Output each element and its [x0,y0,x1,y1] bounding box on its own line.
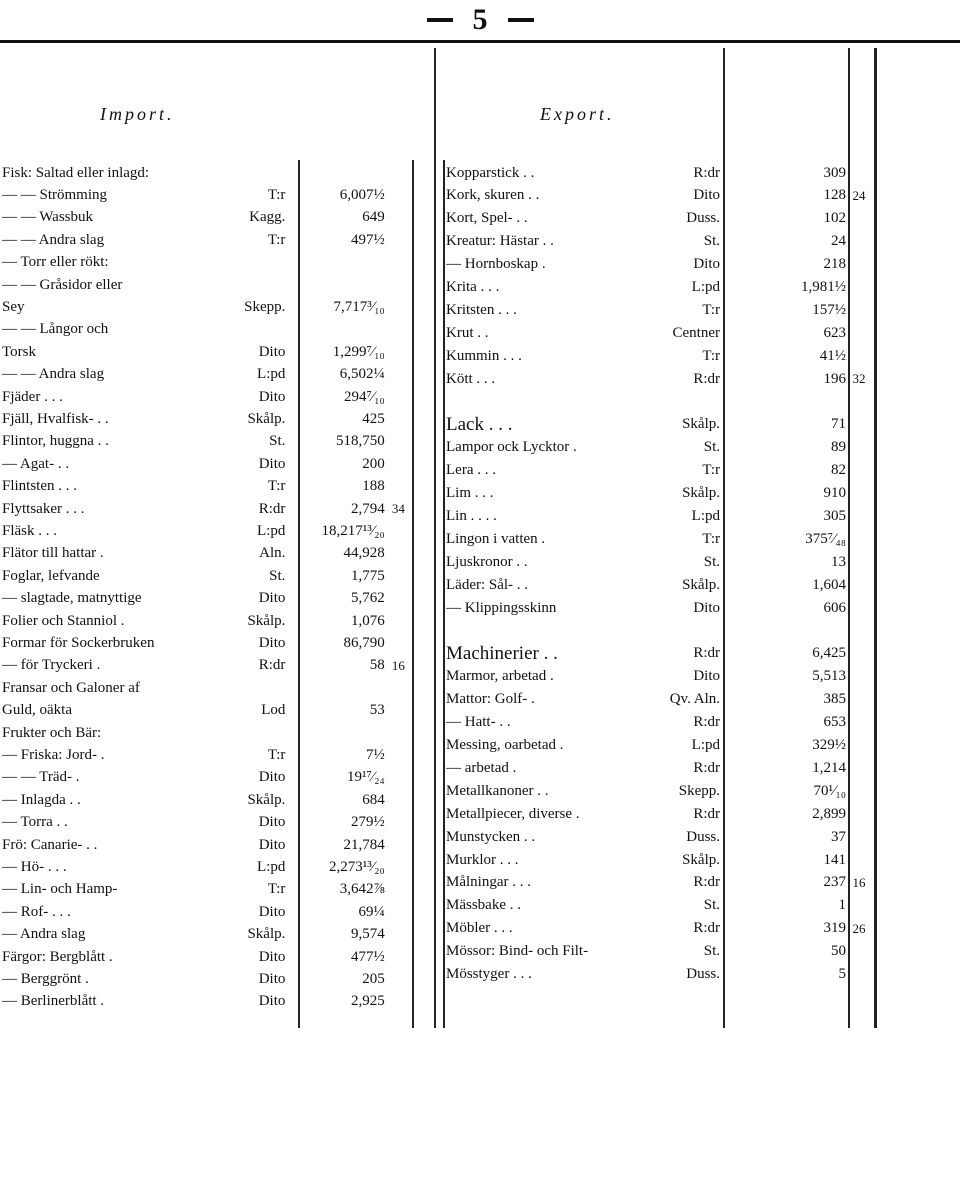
import-row [2,207,412,229]
export-description: Krita . . . [446,279,500,295]
import-description: — Agat- . . [2,455,70,472]
export-row [446,437,876,459]
export-unit: St. [703,943,720,960]
export-row [446,460,876,482]
import-heading: Import. [100,104,175,124]
export-unit: L:pd [691,737,720,753]
import-description: — Hö- . . . [2,858,67,875]
export-row [446,918,876,940]
import-description: Guld, oäkta [2,702,72,719]
export-unit: R:dr [693,920,720,937]
export-row [446,299,876,321]
import-value: 69¼ [358,903,385,920]
import-unit: Lod [261,702,286,719]
export-value: 13 [831,553,846,570]
export-row [446,666,876,688]
export-row [446,643,876,665]
export-unit: St. [703,233,720,250]
import-description: — — Andra slag [2,231,105,248]
import-unit: Aln. [259,545,286,562]
export-row [446,506,876,528]
export-unit: Dito [693,256,720,273]
import-row [2,364,412,386]
export-row [446,872,876,894]
import-value: 200 [362,455,385,472]
export-unit: R:dr [693,714,720,731]
import-unit: T:r [267,478,286,495]
import-value: 1,775 [351,567,385,584]
import-value: 7,717³⁄₁₀ [333,298,385,315]
import-description: — — Gråsidor eller [2,276,123,293]
import-description: Flintor, huggna . . [2,433,109,450]
import-unit: Dito [258,903,286,920]
import-value: 477½ [351,948,385,965]
export-description: Metallkanoner . . [446,782,549,799]
import-row [2,431,412,453]
export-unit: R:dr [693,370,720,387]
import-unit: Dito [258,590,286,607]
import-unit: L:pd [257,366,286,383]
export-description: Lack . . . [446,413,513,435]
export-description: Kött . . . [446,370,496,387]
export-unit: St. [703,897,720,914]
import-value: 684 [362,791,385,808]
import-value: 188 [362,478,385,495]
import-unit: Skålp. [247,926,286,943]
import-row [2,453,412,475]
export-value: 623 [823,324,846,341]
export-description: Mösstyger . . . [446,966,532,982]
import-value: 497½ [351,231,385,248]
export-row [446,895,876,917]
export-row [446,528,876,550]
import-description: — Rof- . . . [2,903,71,920]
import-description: — Friska: Jord- . [2,746,105,763]
export-description: Marmor, arbetad . [446,668,554,685]
import-description: Fjäder . . . [2,388,63,405]
import-row [2,229,412,251]
import-row [2,408,412,430]
import-row [2,520,412,542]
export-row [446,597,876,619]
export-value: 910 [823,485,846,502]
import-row [2,565,412,587]
export-value: 2,899 [812,805,846,822]
export-value: 71 [831,416,846,433]
import-unit: R:dr [258,500,286,517]
export-description: Lera . . . [446,462,496,479]
import-value: 86,790 [343,634,385,651]
import-unit: T:r [267,186,286,203]
import-row [2,767,412,789]
export-unit: St. [703,439,720,456]
import-description: Fisk: Saltad eller inlagd: [2,164,150,181]
import-row [2,296,412,318]
import-row [2,722,412,744]
export-row [446,391,876,413]
import-description: — — Strömming [2,186,108,203]
export-description: Lampor ock Lycktor . [446,439,577,456]
import-description: — Inlagda . . [2,791,81,808]
import-value: 2,925 [351,993,385,1010]
import-unit: St. [269,567,286,584]
import-value: 518,750 [336,433,385,450]
export-sub-value: 32 [852,371,866,387]
import-description: — — Träd- . [2,769,80,786]
import-value: 2,794 [351,500,385,517]
export-unit: R:dr [693,164,720,181]
export-row [446,483,876,505]
export-sub-value: 26 [852,920,866,936]
export-unit: Skålp. [682,416,720,433]
import-description: — — Wassbuk [2,209,94,226]
import-row [2,968,412,990]
export-unit: Dito [693,668,720,685]
import-unit: Skålp. [247,791,286,808]
export-description: Kort, Spel- . . [446,210,528,227]
export-description: Målningar . . . [446,874,531,891]
import-row [2,543,412,565]
import-description: — för Tryckeri . [2,657,101,674]
export-description: Läder: Sål- . . [446,576,529,593]
export-unit: L:pd [691,508,720,524]
import-unit: Dito [258,634,286,651]
export-row [446,780,876,802]
import-row [2,744,412,766]
export-sub-value: 16 [852,874,866,890]
import-description: Formar för Sockerbruken [2,634,155,651]
import-row [2,498,412,520]
export-description: Mattor: Golf- . [446,691,535,708]
export-description: Kummin . . . [446,347,522,364]
import-value: 1,299⁷⁄₁₀ [332,343,385,360]
import-value: 294⁷⁄₁₀ [344,388,385,405]
import-unit: Dito [258,993,286,1010]
import-value: 58 [369,657,385,674]
export-unit: R:dr [693,874,720,891]
import-description: Färgor: Bergblått . [2,948,113,965]
export-row [446,277,876,299]
import-unit: Dito [258,388,286,405]
import-unit: Skålp. [247,612,286,629]
import-unit: T:r [267,746,286,763]
export-row [446,208,876,230]
import-unit: T:r [267,881,286,898]
import-value: 1,076 [351,612,385,629]
export-description: Ljuskronor . . [446,553,528,570]
import-row [2,476,412,498]
import-description: — slagtade, matnyttige [2,590,142,607]
export-row [446,368,876,390]
export-row [446,162,876,184]
export-description: Kopparstick . . [446,164,535,181]
export-value: 1,981½ [801,279,846,295]
export-unit: R:dr [693,805,720,822]
export-value: 1,604 [812,576,846,593]
import-description: — — Andra slag [2,366,105,383]
import-unit: Dito [258,970,286,987]
import-row [2,655,412,677]
export-value: 37 [831,828,846,845]
export-value: 196 [823,370,846,387]
export-value: 50 [831,943,846,960]
top-rule [0,40,960,43]
export-row [446,551,876,573]
export-description: Kritsten . . . [446,301,517,318]
import-row [2,946,412,968]
export-row [446,345,876,367]
import-value: 6,502¼ [339,366,385,383]
export-value: 141 [823,851,846,868]
export-value: 375⁷⁄₄₈ [805,530,846,547]
import-row [2,184,412,206]
import-description: Flintsten . . . [2,478,78,495]
import-value: 3,642⅞ [339,881,385,898]
export-description: Munstycken . . [446,828,536,845]
import-row [2,700,412,722]
export-row [446,574,876,596]
export-value: 102 [823,210,846,227]
import-row [2,924,412,946]
export-description: — arbetad . [446,759,517,776]
import-description: Flätor till hattar . [2,545,104,562]
export-row [446,964,876,986]
export-unit: Skålp. [682,851,720,868]
import-description: Fläsk . . . [2,522,58,539]
export-value: 218 [823,256,846,273]
import-row [2,834,412,856]
export-unit: Centner [672,324,720,341]
export-row [446,414,876,436]
center-rule [434,48,436,1028]
import-unit: T:r [267,231,286,248]
export-value: 41½ [819,347,846,364]
import-row [2,879,412,901]
import-description: Flyttsaker . . . [2,500,85,517]
import-unit: St. [269,433,286,450]
export-value: 128 [823,187,846,204]
export-sub-value: 24 [852,187,866,203]
export-row [446,322,876,344]
export-unit: Skålp. [682,576,720,593]
import-description: — Lin- och Hamp- [2,881,118,898]
export-value: 89 [831,439,846,456]
export-value: 606 [823,599,846,616]
export-unit: R:dr [693,759,720,776]
import-unit: Skålp. [247,410,286,427]
dash-left [427,18,453,22]
import-value: 53 [369,702,385,719]
import-value-rule [412,160,414,1028]
export-row [446,735,876,757]
export-unit: Duss. [686,966,720,982]
export-description: Möbler . . . [446,920,513,937]
export-value: 1,214 [812,759,846,776]
export-value: 5,513 [812,668,846,685]
export-row [446,849,876,871]
export-unit: Duss. [686,210,720,227]
import-value: 279½ [351,814,385,831]
export-description: Kork, skuren . . [446,187,540,204]
export-row [446,689,876,711]
import-unit: Dito [258,948,286,965]
import-row [2,901,412,923]
export-left-rule [443,160,445,1028]
export-row [446,712,876,734]
export-unit: R:dr [693,645,720,662]
page-number-text: 5 [472,3,488,36]
import-unit: Kagg. [249,209,286,226]
export-value: 305 [823,508,846,524]
export-value: 5 [838,966,846,982]
export-value: 319 [823,920,846,937]
export-description: Mössor: Bind- och Filt- [446,943,589,960]
import-unit: L:pd [257,522,286,539]
import-value: 6,007½ [339,186,385,203]
export-row [446,231,876,253]
dash-right [508,18,534,22]
export-description: Lim . . . [446,485,494,502]
export-value: 329½ [812,737,846,753]
export-unit: Skålp. [682,485,720,502]
export-unit: Skepp. [678,782,720,799]
import-unit: L:pd [257,858,286,875]
import-value: 9,574 [351,926,385,943]
export-row [446,620,876,642]
import-unit: Dito [258,455,286,472]
import-row [2,252,412,274]
import-description: — Torra . . [2,814,68,831]
export-value: 70¹⁄₁₀ [813,782,846,799]
import-value: 19¹⁷⁄₂₄ [347,769,385,786]
import-description: Fransar och Galoner af [2,679,140,696]
import-value: 5,762 [351,590,385,607]
export-value: 653 [823,714,846,731]
import-value: 2,273¹³⁄₂₀ [329,858,385,875]
import-description: Sey [2,298,25,315]
export-row [446,185,876,207]
import-unit: Dito [258,836,286,853]
export-heading: Export. [540,104,615,124]
import-row [2,610,412,632]
import-description: Fjäll, Hvalfisk- . . [2,410,109,427]
export-row [446,941,876,963]
export-description: — Klippingsskinn [446,599,557,616]
page-number [0,0,960,40]
export-row [446,803,876,825]
import-row [2,162,412,184]
import-description: Frö: Canarie- . . [2,836,98,853]
export-description: Metallpiecer, diverse . [446,805,580,822]
export-unit: Duss. [686,828,720,845]
import-row [2,386,412,408]
export-value: 1 [838,897,846,914]
import-description: — Torr eller rökt: [2,254,109,271]
export-description: Messing, oarbetad . [446,737,564,753]
export-value: 385 [823,691,846,708]
export-row [446,826,876,848]
export-unit: St. [703,553,720,570]
import-sub-value: 34 [391,501,405,516]
export-description: Lin . . . . [446,508,497,524]
export-unit: T:r [702,301,720,318]
import-row [2,677,412,699]
import-value: 44,928 [343,545,385,562]
import-value: 7½ [366,746,385,763]
export-value: 24 [831,233,846,250]
export-description: — Hatt- . . [446,714,511,731]
import-description: Folier och Stanniol . [2,612,125,629]
export-description: — Hornboskap . [446,256,546,273]
import-description: Frukter och Bär: [2,724,102,741]
export-value: 237 [823,874,846,891]
import-row [2,274,412,296]
export-unit: Dito [693,187,720,204]
export-unit: T:r [702,530,720,547]
export-value: 82 [831,462,846,479]
import-value: 425 [362,410,385,427]
export-value: 157½ [812,301,846,318]
import-value: 21,784 [343,836,385,853]
export-description: Mässbake . . [446,897,521,914]
import-description: — — Långor och [2,321,109,338]
export-unit: Qv. Aln. [669,691,720,708]
import-unit: Skepp. [244,298,286,315]
import-unit: R:dr [258,657,286,674]
import-description: Torsk [2,343,36,360]
import-row [2,856,412,878]
import-row [2,319,412,341]
export-unit: Dito [693,599,720,616]
import-row [2,632,412,654]
import-description: Foglar, lefvande [2,567,100,584]
import-sub-value: 16 [391,657,405,673]
export-description: Lingon i vatten . [446,530,546,547]
export-unit: L:pd [691,279,720,295]
export-unit: T:r [702,347,720,364]
import-unit: Dito [258,814,286,831]
import-unit: Dito [258,343,286,360]
export-description: Kreatur: Hästar . . [446,233,554,250]
export-value: 6,425 [812,645,846,662]
export-row [446,757,876,779]
import-description: — Andra slag [2,926,86,943]
import-row [2,812,412,834]
export-description: Machinerier . . [446,642,558,664]
export-description: Krut . . [446,324,489,341]
import-value: 18,217¹³⁄₂₀ [321,522,385,539]
import-unit: Dito [258,769,286,786]
export-description: Murklor . . . [446,851,519,868]
import-value: 205 [362,970,385,987]
import-row [2,588,412,610]
import-row [2,991,412,1013]
import-value: 649 [362,209,385,226]
import-row [2,341,412,363]
import-description: — Berggrönt . [2,970,89,987]
export-value: 309 [823,164,846,181]
import-row [2,789,412,811]
export-unit: T:r [702,462,720,479]
import-description: — Berlinerblått . [2,993,105,1010]
export-row [446,254,876,276]
